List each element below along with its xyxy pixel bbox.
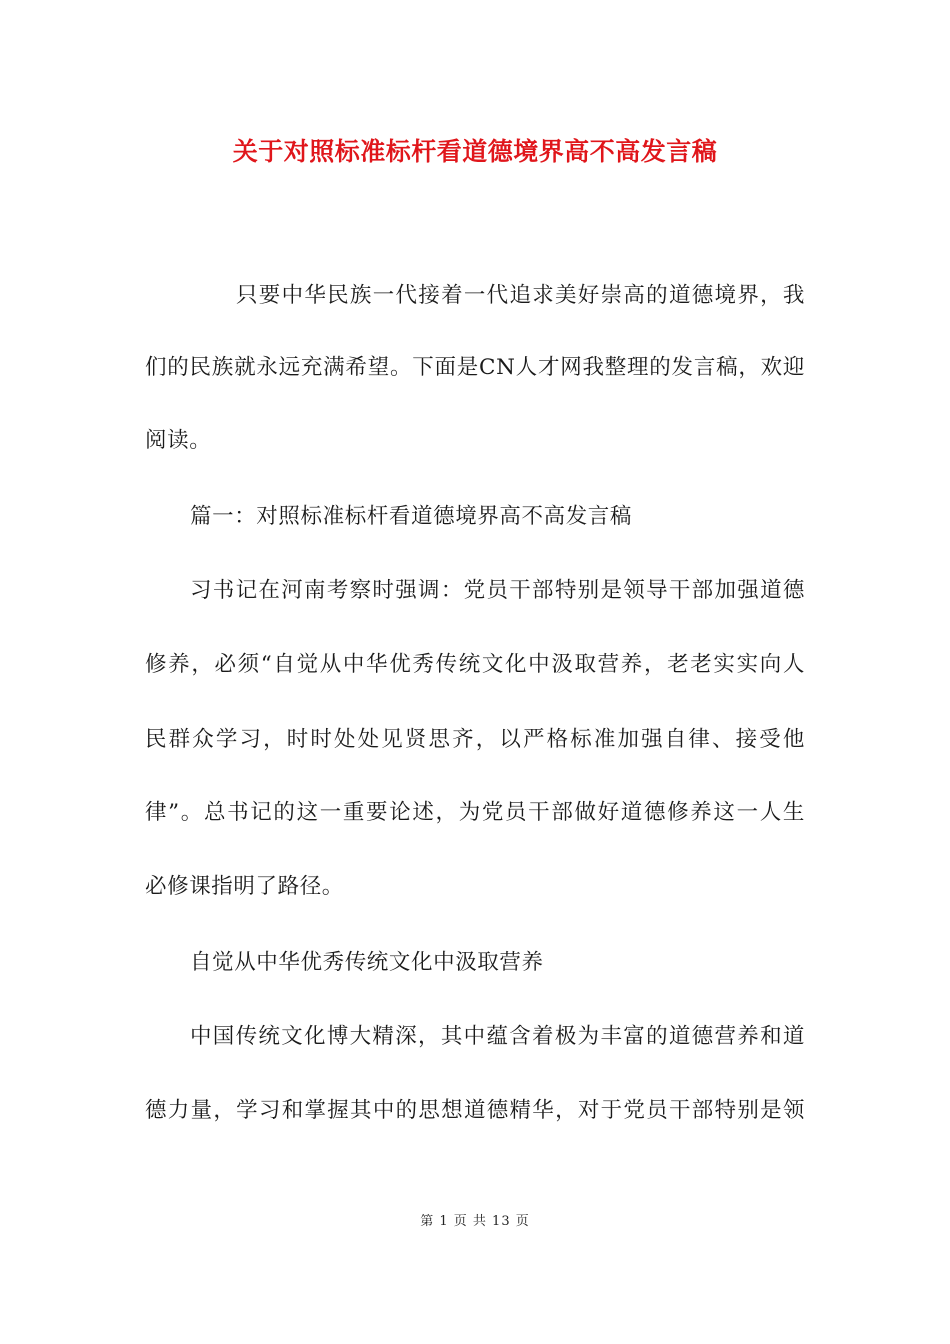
para1-line-4: 律”。总书记的这一重要论述，为党员干部做好道德修养这一人生 (145, 800, 805, 825)
page-footer: 第 1 页 共 13 页 (420, 1214, 530, 1229)
para1-line-5: 必修课指明了路径。 (145, 874, 344, 899)
section-heading: 篇一：对照标准标杆看道德境界高不高发言稿 (190, 504, 633, 529)
para1-line-2: 修养，必须“自觉从中华优秀传统文化中汲取营养，老老实实向人 (145, 652, 805, 677)
intro-line-3: 阅读。 (145, 428, 212, 453)
subheading: 自觉从中华优秀传统文化中汲取营养 (190, 950, 544, 975)
para1-line-3: 民群众学习，时时处处见贤思齐，以严格标准加强自律、接受他 (145, 727, 805, 752)
intro-line-2: 们的民族就永远充满希望。下面是CN人才网我整理的发言稿，欢迎 (145, 355, 805, 380)
para1-line-1: 习书记在河南考察时强调：党员干部特别是领导干部加强道德 (190, 578, 805, 603)
document-title: 关于对照标准标杆看道德境界高不高发言稿 (232, 137, 718, 166)
para2-line-1: 中国传统文化博大精深，其中蕴含着极为丰富的道德营养和道 (190, 1024, 805, 1049)
intro-line-1: 只要中华民族一代接着一代追求美好崇高的道德境界，我 (236, 283, 805, 308)
para2-line-2: 德力量，学习和掌握其中的思想道德精华，对于党员干部特别是领 (145, 1098, 805, 1123)
